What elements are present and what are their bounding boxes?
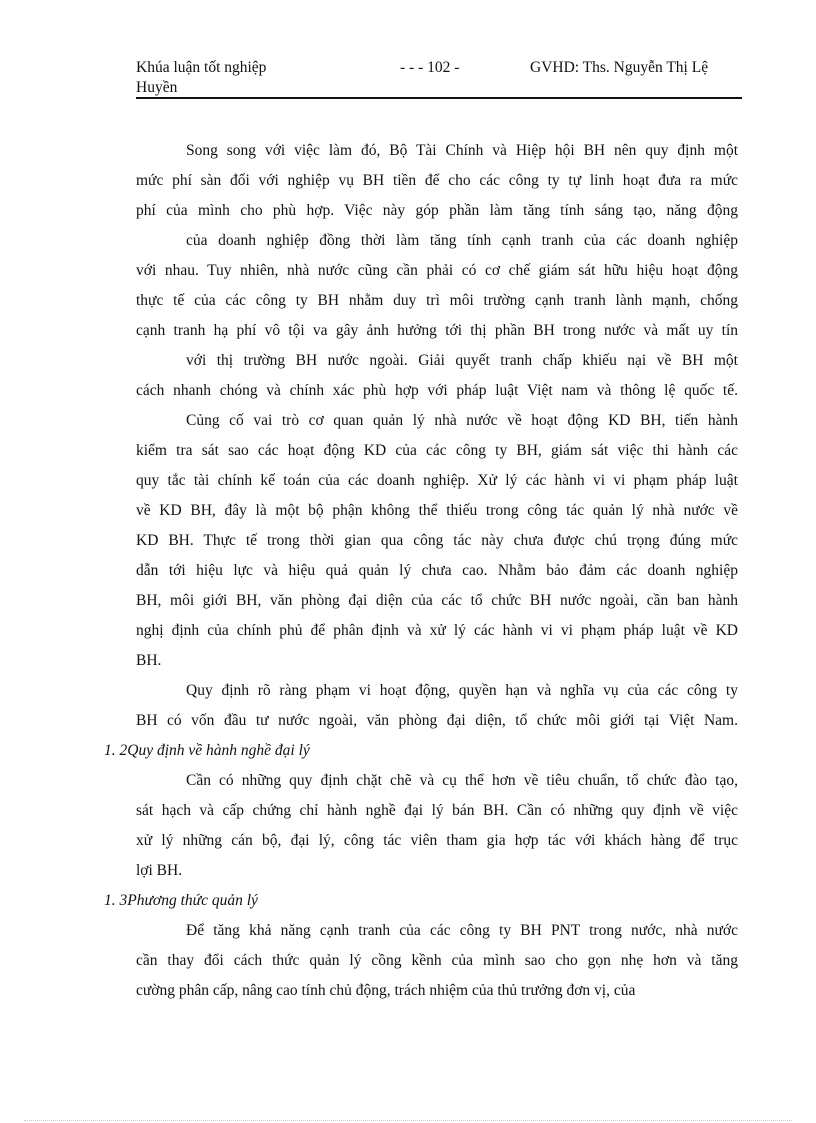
text-line: BH. — [136, 652, 162, 669]
text-line: cạnh tranh hạ phí vô tội va gây ảnh hưởng tới thị phần BH trong nước và mất uy tín — [136, 322, 738, 339]
text-line: Cần có những quy định chặt chẽ và cụ thể hơn về tiêu chuẩn, tổ chức đào tạo, — [186, 772, 738, 789]
heading-title: Quy định về hành nghề đại lý — [127, 742, 310, 759]
text-line: lợi BH. — [136, 862, 183, 879]
text-line: với nhau. Tuy nhiên, nhà nước cũng cần phải có cơ chế giám sát hữu hiệu hoạt động — [136, 262, 738, 279]
text-line: cường phân cấp, nâng cao tính chủ động, trách nhiệm của thủ trưởng đơn vị, của — [136, 982, 636, 999]
text-line: về KD BH, đây là một bộ phận không thể thiếu trong công tác quản lý nhà nước về — [136, 502, 738, 519]
body-text — [104, 136, 738, 1006]
header-rule — [136, 97, 742, 99]
heading-title: Phương thức quản lý — [127, 892, 258, 909]
text-line: nghị định của chính phủ để phân định và xử lý các hành vi vi phạm pháp luật về KD — [136, 622, 738, 639]
text-line: BH có vốn đầu tư nước ngoài, văn phòng đại diện, tổ chức môi giới tại Việt Nam. — [136, 712, 738, 729]
header-thesis-title: Khúa luận tốt nghiệp — [136, 59, 267, 76]
header-supervisor-surname: Huyền — [136, 79, 178, 96]
text-line: cần thay đổi cách thức quản lý cồng kềnh của mình sao cho gọn nhẹ hơn và tăng — [136, 952, 738, 969]
text-line: phí của mình cho phù hợp. Việc này góp phần làm tăng tính sáng tạo, năng động — [136, 202, 738, 219]
text-line: KD BH. Thực tế trong thời gian qua công tác này chưa được chú trọng đúng mức — [136, 532, 738, 549]
section-heading-1-3 — [104, 886, 738, 916]
text-line: Quy định rõ ràng phạm vi hoạt động, quyền hạn và nghĩa vụ của các công ty — [186, 682, 738, 699]
page-bottom-border — [24, 1120, 792, 1121]
text-line: Song song với việc làm đó, Bộ Tài Chính và Hiệp hội BH nên quy định một — [186, 142, 738, 159]
header-page-number: - - - 102 - — [400, 59, 460, 76]
heading-number: 1. 2 — [104, 742, 128, 759]
text-line: cách nhanh chóng và chính xác phù hợp với pháp luật Việt nam và thông lệ quốc tế. — [136, 382, 738, 399]
text-line: dẫn tới hiệu lực và hiệu quả quản lý chưa cao. Nhằm bảo đảm các doanh nghiệp — [136, 562, 738, 579]
header-supervisor: GVHD: Ths. Nguyễn Thị Lệ — [530, 59, 709, 76]
text-line: quy tắc tài chính kế toán của các doanh nghiệp. Xử lý các hành vi vi phạm pháp luật — [136, 472, 738, 489]
text-line: thực tế của các công ty BH nhằm duy trì môi trường cạnh tranh lành mạnh, chống — [136, 292, 738, 309]
text-line: Để tăng khả năng cạnh tranh của các công ty BH PNT trong nước, nhà nước — [186, 922, 738, 939]
text-line: với thị trường BH nước ngoài. Giải quyết tranh chấp khiếu nại về BH một — [186, 352, 738, 369]
text-line: kiểm tra sát sao các hoạt động KD của các công ty BH, giám sát việc thi hành các — [136, 442, 738, 459]
heading-number: 1. 3 — [104, 892, 128, 909]
text-line: xử lý những cán bộ, đại lý, công tác viên tham gia hợp tác với khách hàng để trục — [136, 832, 738, 849]
page-header — [136, 58, 742, 98]
text-line: sát hạch và cấp chứng chỉ hành nghề đại lý bán BH. Cần có những quy định về việc — [136, 802, 738, 819]
text-line: của doanh nghiệp đồng thời làm tăng tính cạnh tranh của các doanh nghiệp — [186, 232, 738, 249]
text-line: mức phí sàn đối với nghiệp vụ BH tiền để cho các công ty tự linh hoạt đưa ra mức — [136, 172, 738, 189]
text-line: BH, môi giới BH, văn phòng đại diện của các tổ chức BH nước ngoài, cần ban hành — [136, 592, 738, 609]
section-heading-1-2 — [104, 736, 738, 766]
text-line: Củng cố vai trò cơ quan quản lý nhà nước về hoạt động KD BH, tiến hành — [186, 412, 738, 429]
